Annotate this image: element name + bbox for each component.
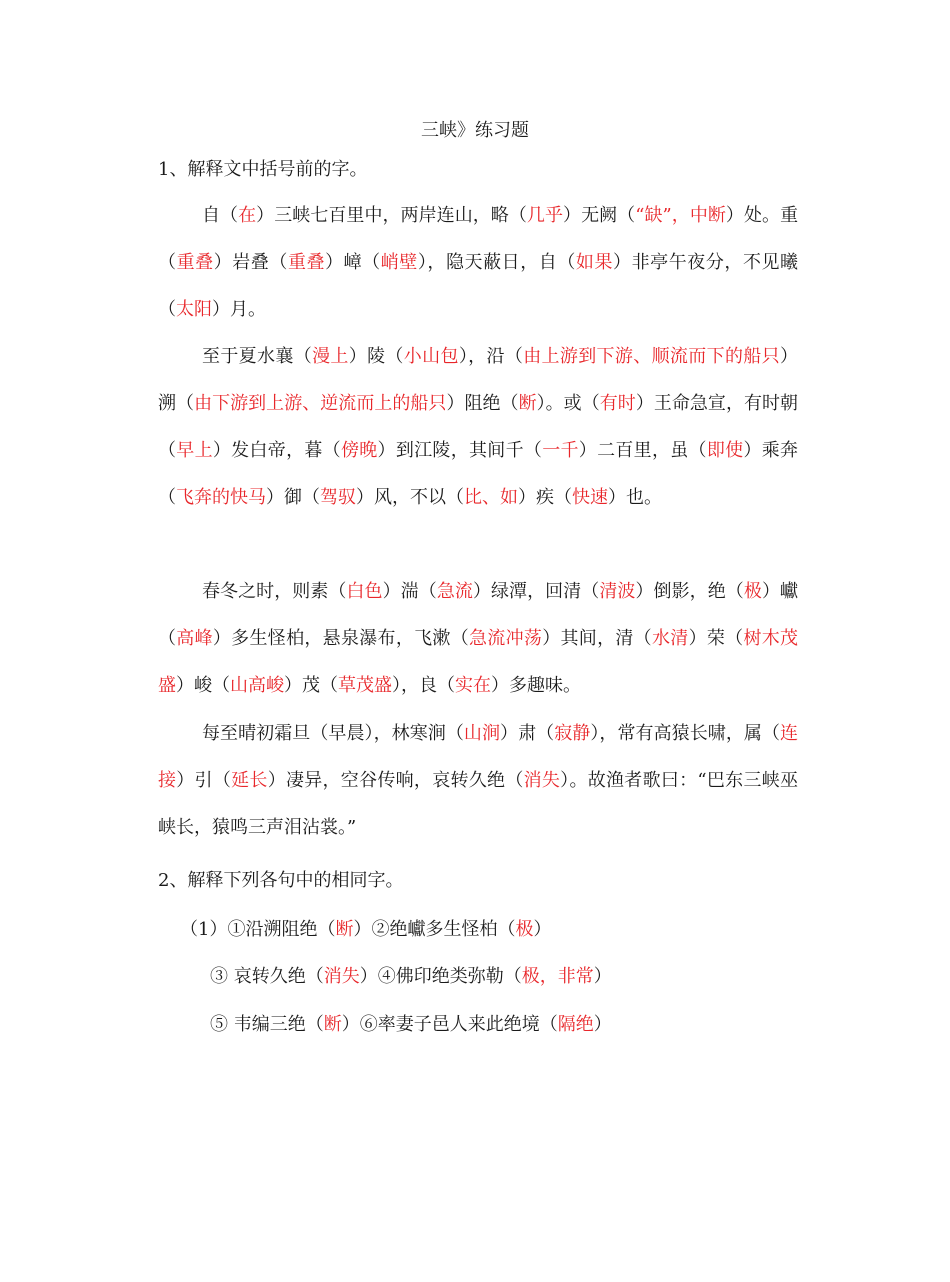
- answer-text: 即使: [706, 440, 744, 461]
- text-segment: ）巘（: [158, 581, 798, 649]
- text-segment: 至于夏水襄（: [202, 346, 313, 367]
- text-segment: ）无阙（: [563, 205, 636, 226]
- answer-text: 树木茂盛: [158, 628, 799, 696]
- answer-text: 山高峻: [230, 675, 284, 696]
- answer-text: 太阳: [176, 299, 212, 320]
- text-segment: ）处。重（: [158, 205, 799, 273]
- text-segment: ）其间，清（: [542, 628, 652, 649]
- answer-text: 白色: [346, 581, 383, 602]
- text-segment: ），沿（: [458, 346, 524, 367]
- text-segment: ），隐天蔽日，自（: [417, 252, 576, 273]
- answer-text: 由上游到下游、顺流而下的船只: [523, 346, 780, 367]
- text-segment: ）: [593, 1014, 612, 1035]
- document-title: 三峡》练习题: [421, 120, 529, 141]
- answer-text: 连接: [158, 723, 799, 791]
- answer-text: 小山包: [403, 346, 459, 367]
- answer-text: 急流: [436, 581, 473, 602]
- text-segment: ）多趣味。: [491, 675, 581, 696]
- answer-text: 极，非常: [521, 966, 594, 987]
- text-segment: ）乘奔（: [158, 440, 799, 508]
- text-segment: ）到江陵，其间千（: [377, 440, 543, 461]
- text-segment: ）风，不以（: [356, 487, 464, 508]
- question-2-heading: 2、解释下列各句中的相同字。: [158, 870, 404, 891]
- text-segment: ），常有高猿长啸，属（: [590, 723, 781, 744]
- answer-text: 峭壁: [380, 252, 418, 273]
- text-segment: ）湍（: [382, 581, 437, 602]
- answer-text: “缺”，中断: [635, 205, 726, 226]
- text-segment: ）多生怪柏，悬泉瀑布，飞漱（: [212, 628, 470, 649]
- answer-text: 隔绝: [557, 1014, 594, 1035]
- text-segment: ）非亭午夜分，不见曦（: [158, 252, 799, 320]
- answer-text: 断: [518, 393, 537, 414]
- answer-text: 草茂盛: [338, 675, 392, 696]
- text-segment: ）倒影，绝（: [635, 581, 744, 602]
- answer-text: 在: [238, 205, 257, 226]
- answer-text: 断: [335, 919, 354, 940]
- answer-text: 高峰: [176, 628, 213, 649]
- text-segment: ）④佛印绝类弥勒（: [359, 966, 522, 987]
- text-segment: ）二百里，虽（: [578, 440, 707, 461]
- text-segment: ）峻（: [176, 675, 230, 696]
- text-segment: 春冬之时，则素（: [202, 581, 347, 602]
- answer-text: 傍晚: [340, 440, 378, 461]
- answer-text: 寂静: [554, 723, 591, 744]
- paragraph-2: [158, 333, 798, 521]
- answer-text: 水清: [651, 628, 689, 649]
- text-segment: ）嶂（: [325, 252, 381, 273]
- text-segment: ）: [533, 919, 552, 940]
- text-segment: ）。故渔者歌曰：“巴东三峡巫峡长，猿鸣三声泪沾裳。”: [158, 770, 799, 838]
- text-segment: ）陵（: [348, 346, 404, 367]
- text-segment: ）茂（: [284, 675, 338, 696]
- text-segment: ）②绝巘多生怪柏（: [353, 919, 516, 940]
- text-segment: ）: [593, 966, 612, 987]
- answer-text: 断: [323, 1014, 342, 1035]
- question-1-heading: 1、解释文中括号前的字。: [158, 159, 368, 180]
- answer-text: 消失: [523, 770, 561, 791]
- answer-text: 驾驭: [320, 487, 356, 508]
- text-segment: ）荣（: [688, 628, 744, 649]
- answer-text: 重叠: [176, 252, 214, 273]
- answer-text: 漫上: [312, 346, 349, 367]
- answer-text: 山涧: [463, 723, 501, 744]
- text-segment: ）凄异，空谷传响，哀转久绝（: [267, 770, 524, 791]
- text-segment: ）。或（: [536, 393, 600, 414]
- text-segment: 每至晴初霜旦（早晨），林寒涧（: [202, 723, 464, 744]
- answer-text: 延长: [231, 770, 268, 791]
- answer-line-3: [210, 1012, 612, 1038]
- text-segment: ）阻绝（: [446, 393, 519, 414]
- answer-text: 消失: [323, 966, 360, 987]
- answer-text: 清波: [599, 581, 636, 602]
- paragraph-3: [158, 568, 798, 709]
- text-segment: ）溯（: [158, 346, 798, 414]
- text-segment: ）王命急宣，有时朝（: [158, 393, 799, 461]
- paragraph-4: [158, 710, 798, 851]
- answer-text: 极: [743, 581, 762, 602]
- text-segment: ⑤ 韦编三绝（: [210, 1014, 324, 1035]
- text-segment: ③ 哀转久绝（: [210, 966, 324, 987]
- answer-text: 快速: [572, 487, 608, 508]
- answer-line-1: [180, 917, 551, 943]
- answer-line-2: [210, 964, 612, 990]
- text-segment: ）御（: [266, 487, 320, 508]
- text-segment: 自（: [202, 205, 239, 226]
- answer-text: 几乎: [526, 205, 564, 226]
- text-segment: ）⑥率妻子邑人来此绝境（: [341, 1014, 558, 1035]
- answer-text: 比、如: [464, 487, 518, 508]
- answer-text: 早上: [176, 440, 213, 461]
- text-segment: ）也。: [608, 487, 662, 508]
- text-segment: ）绿潭，回清（: [472, 581, 600, 602]
- answer-text: 一千: [542, 440, 579, 461]
- text-segment: ）三峡七百里中，两岸连山，略（: [256, 205, 527, 226]
- text-segment: ）引（: [176, 770, 232, 791]
- answer-text: 重叠: [287, 252, 326, 273]
- answer-text: 急流冲荡: [469, 628, 543, 649]
- text-segment: （1）①沿溯阻绝（: [180, 919, 336, 940]
- text-segment: ）发白帝，暮（: [212, 440, 341, 461]
- answer-text: 极: [515, 919, 534, 940]
- answer-text: 如果: [575, 252, 614, 273]
- text-segment: ）岩叠（: [213, 252, 288, 273]
- answer-text: 飞奔的快马: [176, 487, 266, 508]
- answer-text: 有时: [599, 393, 636, 414]
- text-segment: ）月。: [212, 299, 266, 320]
- paragraph-1: [158, 192, 798, 333]
- text-segment: ）肃（: [500, 723, 555, 744]
- text-segment: ），良（: [392, 675, 455, 696]
- answer-text: 实在: [455, 675, 491, 696]
- answer-text: 由下游到上游、逆流而上的船只: [194, 393, 447, 414]
- text-segment: ）疾（: [518, 487, 572, 508]
